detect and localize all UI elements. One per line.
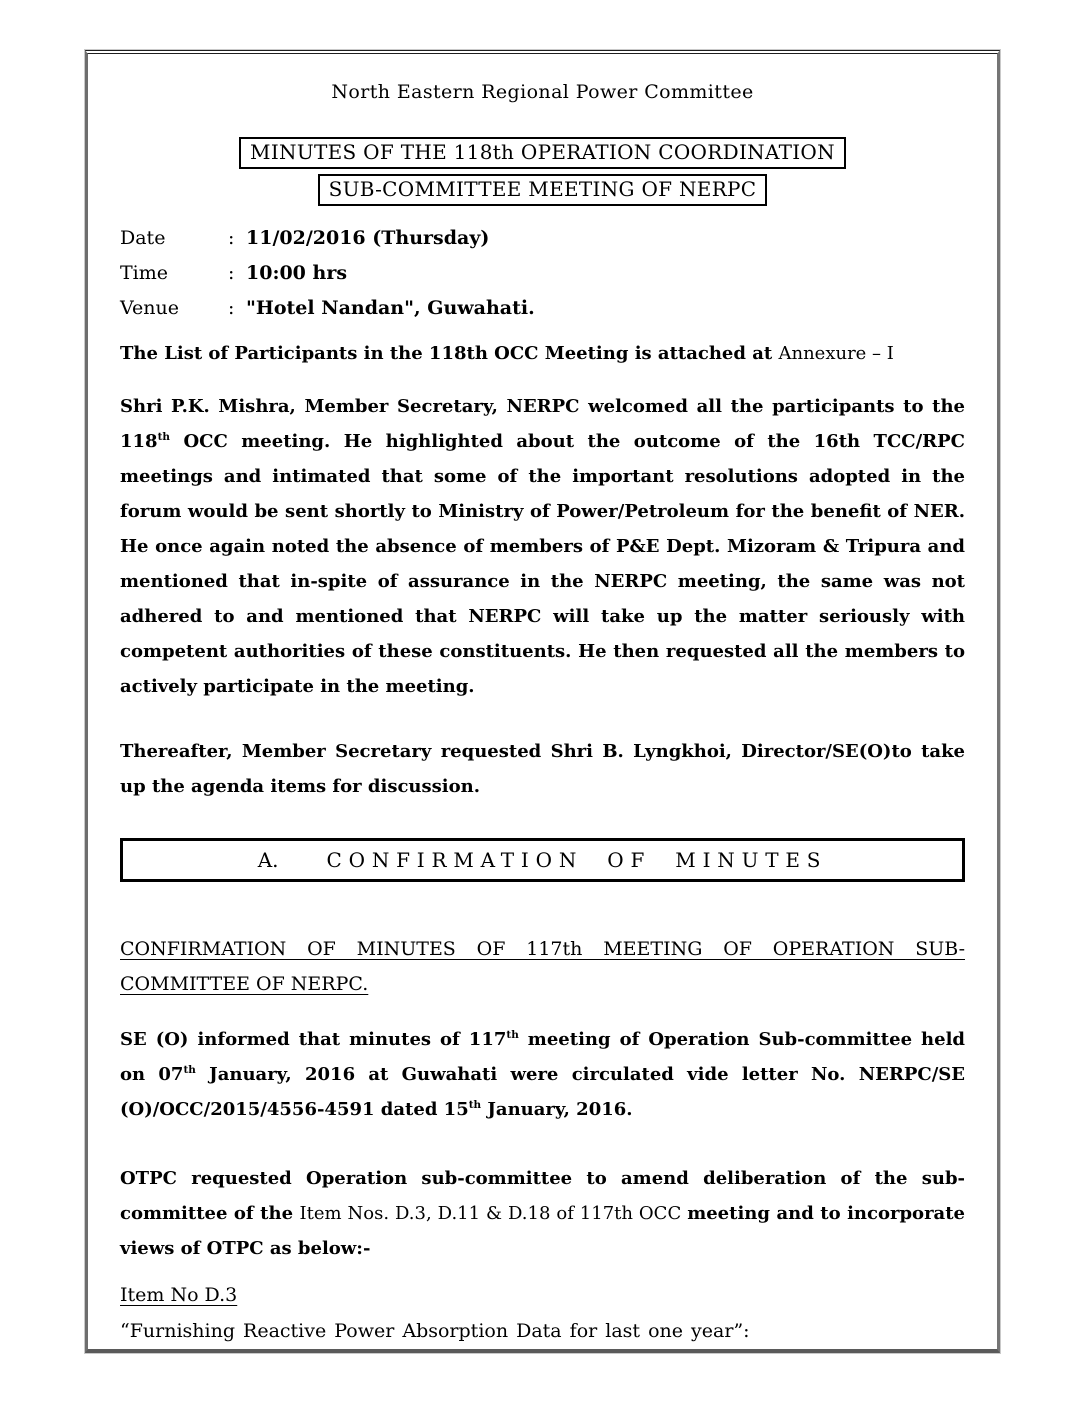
text-run: SE (O) informed that minutes of 117 [120,1029,507,1050]
paragraph-thereafter: Thereafter, Member Secretary requested Shri B. Lyngkhoi, Director/SE(O)to take up the agenda items for discussion. [120,741,965,797]
paragraph-otpc-request [120,1161,965,1266]
text-run: Item Nos. D.3, D.11 & D.18 of 117th OCC [299,1203,688,1224]
main-title-line1: MINUTES OF THE 118th OPERATION COORDINATION [250,140,835,164]
superscript-ordinal: th [183,1064,196,1076]
paragraph-se-informed [120,1022,965,1127]
text-run: meeting and to incorporate views of OTPC as below:- [120,1203,965,1259]
section-a-title: CONFIRMATION OF MINUTES [326,848,828,872]
meta-value-time: 10:00 hrs [246,262,348,284]
main-title-line1-box [239,137,846,169]
main-title-line2-box [318,174,768,206]
subsection-heading: CONFIRMATION OF MINUTES OF 117th MEETING OF OPERATION SUB-COMMITTEE OF NERPC. [120,938,965,995]
text-run: Shri P.K. Mishra, Member Secretary, NERPC welcomed all the participants to the 118 [120,396,965,452]
section-a-heading-box [120,838,965,882]
meta-row-time [120,256,965,291]
section-a-label: A. [257,848,279,872]
org-title: North Eastern Regional Power Committee [331,81,754,103]
meeting-meta [120,221,965,326]
meta-value-venue: "Hotel Nandan", Guwahati. [246,297,535,319]
text-run: January, 2016. [481,1099,633,1120]
text-run: Annexure – I [778,343,894,364]
meta-label-venue: Venue [120,297,179,319]
page-border-box [85,50,1000,1353]
text-run: meeting of Operation Sub-committee held on 07 [120,1029,965,1085]
item-heading-text: Item No D.3 [120,1284,238,1306]
meta-value-date: 11/02/2016 (Thursday) [246,227,490,249]
text-run: OTPC requested Operation sub-committee to amend deliberation of the sub-committee of the [120,1168,965,1224]
text-run: OCC meeting. He highlighted about the outcome of the 16th TCC/RPC meetings and intimated that some of the important resolutions adopted in the forum would be sent shortly to Ministry of Power/Petroleum for the benefit of NER. He once again noted the absence of members of P&E Dept. Mizoram & Tripura and mentioned that in-spite of assurance in the NERPC meeting, the same was not adhered to and mentioned that NERPC will take up the matter seriously with competent authorities of these constituents. He then requested all the members to actively participate in the meeting. [120,431,965,697]
meta-colon: : [228,262,235,284]
superscript-ordinal: th [506,1029,519,1041]
meta-row-date [120,221,965,256]
superscript-ordinal: th [157,431,170,443]
main-title-line2: SUB-COMMITTEE MEETING OF NERPC [328,177,757,201]
item-d3-subject: “Furnishing Reactive Power Absorption Data for last one year”: [120,1320,750,1342]
text-run: January, 2016 at Guwahati were circulated vide letter No. NERPC/SE (O)/OCC/2015/4556-4591 dated 15 [120,1064,965,1120]
superscript-ordinal: th [468,1099,482,1111]
paragraph-welcome [120,389,965,704]
meta-colon: : [228,297,235,319]
item-heading-d3 [120,1278,965,1313]
meta-label-date: Date [120,227,166,249]
meta-label-time: Time [120,262,169,284]
meta-row-venue [120,291,965,326]
meta-colon: : [228,227,235,249]
main-title [120,137,965,206]
paragraph-participants [120,336,965,371]
text-run: The List of Participants in the 118th OCC Meeting is attached at [120,343,779,364]
